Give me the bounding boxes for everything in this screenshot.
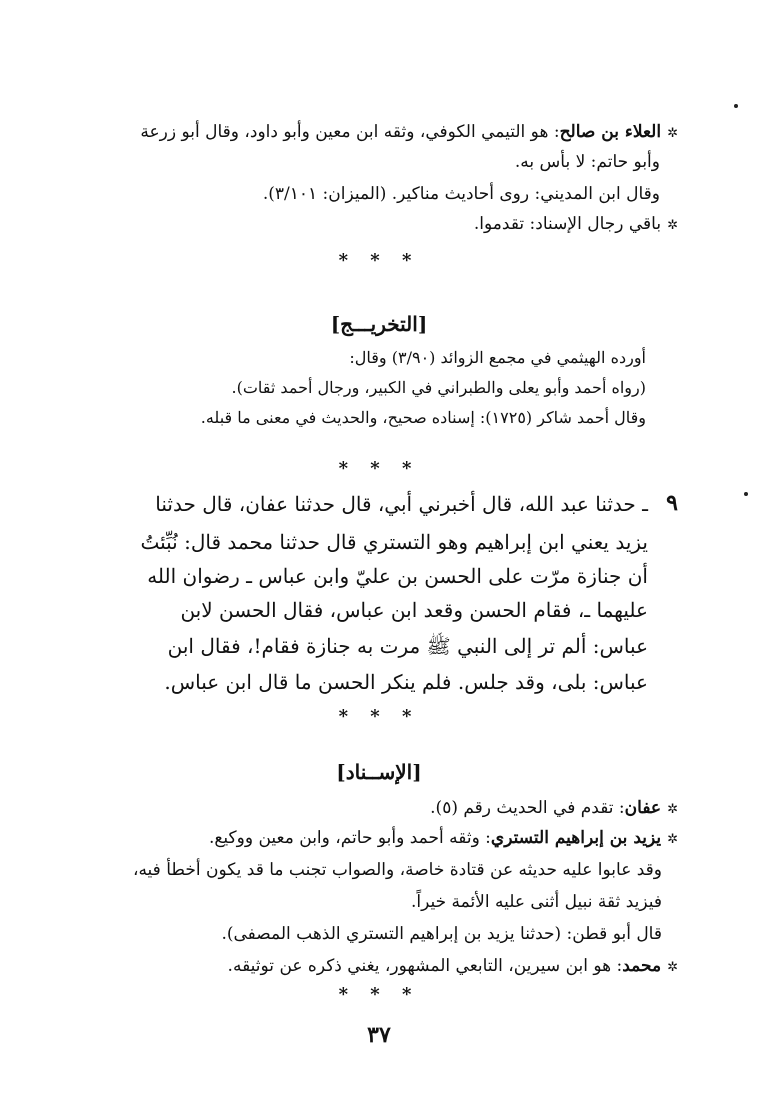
hadith-line: عباس: ألم تر إلى النبي ﷺ مرت به جنازة فقام!، فقال ابن bbox=[167, 634, 648, 658]
takhrij-heading: [التخريـــج] bbox=[330, 312, 428, 336]
narrator-name: عفان bbox=[624, 798, 662, 818]
entry-remaining-narrators bbox=[474, 214, 678, 234]
narrator-text: : تقدم في الحديث رقم (٥). bbox=[430, 798, 625, 818]
text-line: وأبو حاتم: لا بأس به. bbox=[514, 152, 660, 172]
hadith-line: عباس: بلى، وقد جلس. فلم ينكر الحسن ما قال ابن عباس. bbox=[164, 670, 648, 694]
section-separator: * * * bbox=[338, 706, 420, 727]
entry-ala-ibn-salih bbox=[140, 122, 678, 142]
text-line: وقد عابوا عليه حديثه عن قتادة خاصة، والصواب تجنب ما قد يكون أخطأ فيه، bbox=[132, 860, 662, 880]
entry-affan bbox=[430, 798, 678, 818]
narrator-text: باقي رجال الإسناد: تقدموا. bbox=[473, 214, 662, 234]
isnad-heading: [الإســناد] bbox=[336, 760, 422, 784]
narrator-name: العلاء بن صالح bbox=[559, 122, 662, 142]
star-bullet-icon: ✲ bbox=[667, 218, 678, 233]
narrator-name: محمد bbox=[622, 956, 662, 976]
entry-yazid bbox=[209, 828, 678, 848]
scan-speck bbox=[744, 492, 748, 496]
text-line: أورده الهيثمي في مجمع الزوائد (٣/٩٠) وقال: bbox=[349, 348, 646, 367]
narrator-text: : وثقه أحمد وأبو حاتم، وابن معين ووكيع. bbox=[208, 828, 491, 848]
hadith-line: أن جنازة مرّت على الحسن بن عليّ وابن عباس ـ رضوان الله bbox=[147, 564, 648, 588]
star-bullet-icon: ✲ bbox=[667, 832, 678, 847]
entry-muhammad bbox=[228, 956, 678, 976]
text-line: وقال أحمد شاكر (١٧٢٥): إسناده صحيح، والحديث في معنى ما قبله. bbox=[200, 408, 646, 427]
section-separator: * * * bbox=[338, 984, 420, 1005]
narrator-text: : هو ابن سيرين، التابعي المشهور، يغني ذكره عن توثيقه. bbox=[227, 956, 623, 976]
star-bullet-icon: ✲ bbox=[667, 802, 678, 817]
text-line: وقال ابن المديني: روى أحاديث مناكير. (الميزان: ٣/١٠١). bbox=[262, 184, 660, 204]
star-bullet-icon: ✲ bbox=[667, 960, 678, 975]
text-line: (رواه أحمد وأبو يعلى والطبراني في الكبير، ورجال أحمد ثقات). bbox=[231, 378, 646, 397]
hadith-line: ـ حدثنا عبد الله، قال أخبرني أبي، قال حدثنا عفان، قال حدثنا bbox=[155, 492, 648, 516]
text-line: فيزيد ثقة نبيل أثنى عليه الأئمة خيراً. bbox=[410, 892, 662, 912]
scan-speck bbox=[734, 104, 738, 108]
narrator-name: يزيد بن إبراهيم التستري bbox=[490, 828, 662, 848]
section-separator: * * * bbox=[338, 250, 420, 271]
section-separator: * * * bbox=[338, 458, 420, 479]
hadith-line: يزيد يعني ابن إبراهيم وهو التستري قال حدثنا محمد قال: نُبِّئتُ bbox=[140, 530, 648, 554]
page-number: ٣٧ bbox=[367, 1022, 391, 1048]
text-line: قال أبو قطن: (حدثنا يزيد بن إبراهيم التستري الذهب المصفى). bbox=[221, 924, 662, 944]
hadith-line: عليهما ـ، فقام الحسن وقعد ابن عباس، فقال الحسن لابن bbox=[180, 598, 648, 622]
hadith-number: ٩ bbox=[666, 490, 678, 516]
star-bullet-icon: ✲ bbox=[667, 126, 678, 141]
narrator-text: : هو التيمي الكوفي، وثقه ابن معين وأبو داود، وقال أبو زرعة bbox=[140, 122, 560, 142]
